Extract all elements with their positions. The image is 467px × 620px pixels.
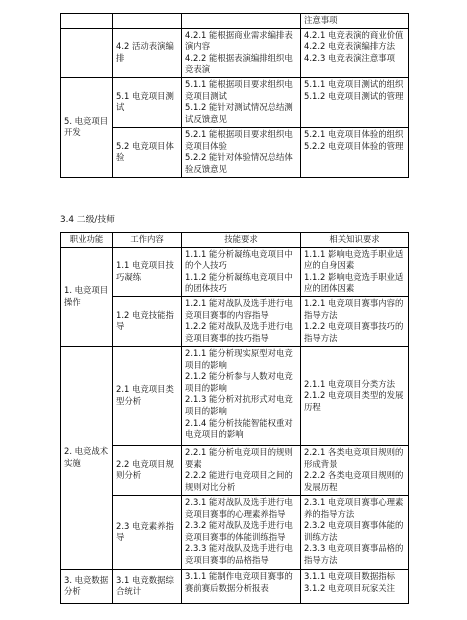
knowledge-item: 4.2.3 电竞表演注意事项 (304, 52, 395, 63)
knowledge-item: 2.1.2 电竞项目类型的发展历程 (304, 390, 404, 412)
knowledge-item: 5.1.1 电竞项目测试的组织 (304, 78, 404, 89)
table-cell (61, 28, 113, 77)
skill-requirements-cell (182, 296, 301, 346)
work-content-cell: 5.1 电竞项目测试 (113, 77, 182, 127)
skill-item: 5.1.2 能针对测试情况总结测试反馈意见 (185, 102, 293, 124)
work-content-cell: 1.2 电竞技能指导 (113, 296, 182, 346)
table-header-row (61, 233, 409, 248)
table-cell (182, 14, 301, 29)
knowledge-item: 1.2.1 电竞项目赛事内容的指导方法 (304, 297, 404, 320)
skill-requirements-cell (182, 346, 301, 445)
knowledge-requirements-cell (301, 495, 409, 569)
main-table (60, 232, 409, 604)
work-content-cell: 2.1 电竞项目类型分析 (113, 346, 182, 445)
skill-item: 1.1.1 能分析凝练电竞项目中的个人技巧 (185, 248, 293, 271)
skill-item: 2.1.4 能分析技能智能权重对电竞项目的影响 (185, 417, 293, 440)
knowledge-requirements-cell (301, 127, 409, 177)
table-row (61, 77, 409, 127)
skill-requirements-cell (182, 495, 301, 569)
knowledge-item: 2.3.2 电竞项目赛事体能的训练方法 (304, 520, 404, 542)
table-row (61, 569, 409, 603)
knowledge-requirements-cell (301, 569, 409, 603)
table-row (61, 495, 409, 569)
skill-item: 2.1.1 能分析现实原型对电竞项目的影响 (185, 347, 293, 370)
knowledge-item: 2.2.1 各类电竞项目规则的形成背景 (304, 446, 404, 469)
work-content-cell: 2.3 电竞素养指导 (113, 495, 182, 569)
knowledge-item: 3.1.2 电竞项目玩家关注 (304, 582, 395, 593)
knowledge-item: 1.1.2 影响电竞选手职业适应的团体因素 (304, 271, 404, 294)
table-row (61, 445, 409, 495)
work-content-cell: 2.2 电竞项目规则分析 (113, 445, 182, 495)
table-row (61, 127, 409, 177)
column-header: 工作内容 (113, 233, 182, 248)
column-header: 职业功能 (61, 233, 113, 248)
skill-item: 2.1.3 能分析对抗形式对电竞项目的影响 (185, 394, 293, 416)
knowledge-requirements-cell (301, 28, 409, 77)
table-row (61, 28, 409, 77)
skill-item: 4.2.1 能根据商业需求编排表演内容 (185, 29, 293, 52)
skill-requirements-cell (182, 28, 301, 77)
job-function-cell: 1. 电竞项目操作 (61, 247, 113, 346)
job-function-cell: 2. 电竞战术实施 (61, 346, 113, 569)
table-cell (61, 14, 113, 29)
knowledge-item: 5.2.2 电竞项目体验的管理 (304, 140, 404, 151)
knowledge-item: 2.1.1 电竞项目分类方法 (304, 378, 395, 389)
skill-item: 1.2.2 能对战队及选手进行电竞项目赛事的技巧指导 (185, 321, 293, 343)
knowledge-requirements-cell (301, 445, 409, 495)
skill-item: 4.2.2 能根据表演编排组织电竞表演 (185, 52, 293, 75)
table-cell (113, 14, 182, 29)
skill-item: 5.2.1 能根据项目要求组织电竞项目体验 (185, 128, 293, 151)
skill-item: 2.3.3 能对战队及选手进行电竞项目赛事的品格指导 (185, 543, 293, 565)
skill-item: 2.3.2 能对战队及选手进行电竞项目赛事的体能训练指导 (185, 520, 293, 542)
skill-item: 1.2.1 能对战队及选手进行电竞项目赛事的内容指导 (185, 297, 293, 320)
knowledge-requirements-cell (301, 346, 409, 445)
work-content-cell: 5.2 电竞项目体验 (113, 127, 182, 177)
skill-item: 2.2.2 能进行电竞项目之间的规则对比分析 (185, 470, 293, 492)
knowledge-item: 2.3.1 电竞项目赛事心理素养的指导方法 (304, 496, 404, 519)
knowledge-requirements-cell (301, 296, 409, 346)
skill-item: 2.2.1 能分析电竞项目的规则要素 (185, 446, 293, 469)
knowledge-requirements-cell (301, 77, 409, 127)
table-row (61, 346, 409, 445)
knowledge-requirements-cell (301, 247, 409, 296)
skill-requirements-cell (182, 127, 301, 177)
job-function-cell: 3. 电竞数据分析 (61, 569, 113, 603)
knowledge-item: 1.1.1 影响电竞选手职业适应的自身因素 (304, 248, 404, 271)
table-cell: 注意事项 (301, 14, 409, 29)
knowledge-item: 4.2.1 电竞表演的商业价值 (304, 29, 404, 40)
column-header: 技能要求 (182, 233, 301, 248)
work-content-cell: 4.2 活动表演编排 (113, 28, 182, 77)
work-content-cell: 1.1 电竞项目技巧凝练 (113, 247, 182, 296)
skill-requirements-cell (182, 569, 301, 603)
knowledge-item: 3.1.1 电竞项目数据指标 (304, 570, 395, 581)
knowledge-item: 1.2.2 电竞项目赛事技巧的指导方法 (304, 321, 404, 343)
skill-requirements-cell (182, 445, 301, 495)
table-row (61, 14, 409, 29)
knowledge-item: 2.3.3 电竞项目赛事品格的指导方法 (304, 543, 404, 565)
skill-requirements-cell (182, 77, 301, 127)
work-content-cell: 3.1 电竞数据综合统计 (113, 569, 182, 603)
skill-item: 5.1.1 能根据项目要求组织电竞项目测试 (185, 78, 293, 101)
skill-item: 3.1.1 能制作电竞项目赛事的赛前赛后数据分析报表 (185, 570, 293, 593)
knowledge-item: 4.2.2 电竞表演编排方法 (304, 41, 395, 52)
skill-requirements-cell (182, 247, 301, 296)
skill-item: 2.1.2 能分析参与人数对电竞项目的影响 (185, 371, 293, 393)
knowledge-item: 5.1.2 电竞项目测试的管理 (304, 90, 404, 101)
knowledge-item: 5.2.1 电竞项目体验的组织 (304, 128, 404, 139)
skill-item: 5.2.2 能针对体验情况总结体验反馈意见 (185, 152, 293, 174)
table-row (61, 247, 409, 296)
skill-item: 2.3.1 能对战队及选手进行电竞项目赛事的心理素养指导 (185, 496, 293, 519)
column-header: 相关知识要求 (301, 233, 409, 248)
section-title: 3.4 二级/技师 (60, 215, 115, 225)
table-row (61, 296, 409, 346)
knowledge-item: 2.2.2 各类电竞项目规则的发展历程 (304, 470, 404, 492)
top-table (60, 13, 409, 178)
job-function-cell: 5. 电竞项目开发 (61, 77, 113, 177)
skill-item: 1.1.2 能分析凝练电竞项目中的团体技巧 (185, 271, 293, 294)
